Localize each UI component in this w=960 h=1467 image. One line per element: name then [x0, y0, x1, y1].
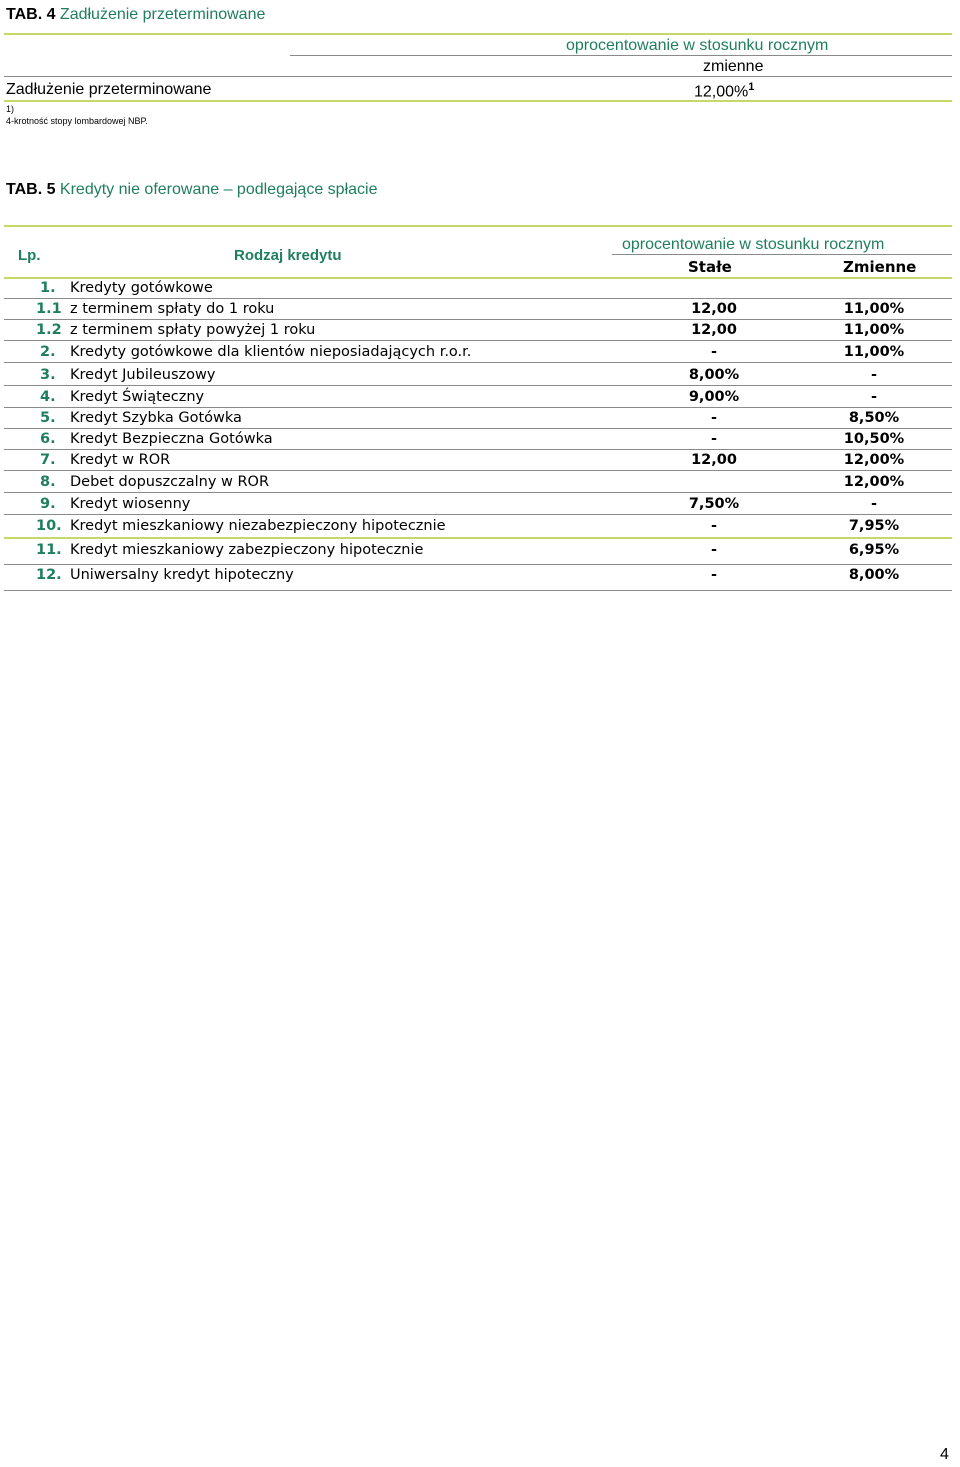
row-label: Kredyt w ROR	[70, 452, 171, 468]
row-zmienne: 11,00%	[843, 322, 905, 338]
tab5-header-rule	[612, 254, 952, 255]
tab5-col-oprocentowanie: oprocentowanie w stosunku rocznym	[622, 236, 885, 253]
row-zmienne: 12,00%	[843, 474, 905, 490]
table-row	[4, 516, 952, 539]
row-rule	[4, 537, 952, 539]
row-rule	[4, 514, 952, 515]
row-number: 6.	[40, 431, 56, 447]
row-label: Kredyt Szybka Gotówka	[70, 410, 242, 426]
page-number: 4	[940, 1446, 949, 1463]
row-stale: -	[710, 344, 718, 360]
row-zmienne: 10,50%	[843, 431, 905, 447]
row-stale: 9,00%	[688, 389, 740, 405]
tab4-row-value	[694, 81, 754, 101]
row-zmienne: 8,50%	[848, 410, 900, 426]
row-number: 1.	[40, 280, 56, 296]
row-zmienne: 12,00%	[843, 452, 905, 468]
row-number: 9.	[40, 496, 56, 512]
row-label: Kredyty gotówkowe	[70, 280, 213, 296]
row-label: Uniwersalny kredyt hipoteczny	[70, 567, 294, 583]
tab5-title	[6, 181, 377, 199]
row-stale: -	[710, 542, 718, 558]
tab4-row-value-text: 12,00%	[694, 83, 749, 101]
row-zmienne: -	[870, 367, 878, 383]
tab5-top-rule	[4, 225, 952, 227]
row-label: z terminem spłaty do 1 roku	[70, 301, 275, 317]
row-label: Kredyt Świąteczny	[70, 389, 205, 405]
row-label: z terminem spłaty powyżej 1 roku	[70, 322, 316, 338]
row-zmienne: -	[870, 389, 878, 405]
row-rule	[4, 362, 952, 363]
table-row	[4, 387, 952, 408]
tab4-subheader-rule	[4, 76, 952, 77]
row-rule	[4, 590, 952, 591]
tab4-header-rule	[290, 55, 952, 56]
row-number: 1.1	[36, 301, 62, 317]
tab5-col-zmienne: Zmienne	[843, 258, 917, 276]
row-zmienne: 8,00%	[848, 567, 900, 583]
tab4-title-prefix: TAB. 4	[6, 6, 56, 23]
row-zmienne: -	[870, 496, 878, 512]
row-zmienne: 6,95%	[848, 542, 900, 558]
row-label: Kredyt Bezpieczna Gotówka	[70, 431, 273, 447]
row-rule	[4, 470, 952, 471]
row-rule	[4, 340, 952, 341]
row-number: 8.	[40, 474, 56, 490]
tab5-col-stale: Stałe	[688, 258, 732, 276]
row-rule	[4, 385, 952, 386]
row-number: 1.2	[36, 322, 62, 338]
row-stale: -	[710, 431, 718, 447]
tab4-header-oprocentowanie: oprocentowanie w stosunku rocznym	[566, 37, 829, 54]
table-row	[4, 494, 952, 515]
tab4-subheader-zmienne: zmienne	[703, 58, 764, 75]
row-stale: 12,00	[691, 322, 737, 338]
table-row	[4, 540, 952, 565]
row-zmienne: 7,95%	[848, 518, 900, 534]
tab4-footnote-text: 4-krotność stopy lombardowej NBP.	[6, 116, 148, 126]
row-rule	[4, 492, 952, 493]
table-row	[4, 365, 952, 386]
row-number: 11.	[36, 542, 62, 558]
table-row	[4, 408, 952, 429]
tab4-top-rule	[4, 33, 952, 35]
row-stale: -	[710, 567, 718, 583]
tab4-title	[6, 6, 265, 24]
table-row	[4, 278, 952, 299]
table-row	[4, 429, 952, 450]
row-number: 2.	[40, 344, 56, 360]
tab4-footnote-mark: 1)	[6, 104, 15, 114]
row-label: Kredyty gotówkowe dla klientów nieposiadających r.o.r.	[70, 344, 472, 360]
row-stale: -	[710, 518, 718, 534]
row-label: Kredyt Jubileuszowy	[70, 367, 216, 383]
table-row	[4, 320, 952, 341]
row-label: Kredyt mieszkaniowy zabezpieczony hipotecznie	[70, 542, 424, 558]
row-label: Debet dopuszczalny w ROR	[70, 474, 270, 490]
row-stale: 12,00	[691, 301, 737, 317]
tab4-row-footnote-mark: 1	[748, 81, 755, 93]
table-row	[4, 342, 952, 363]
row-number: 12.	[36, 567, 62, 583]
row-number: 10.	[36, 518, 62, 534]
row-stale: -	[710, 410, 718, 426]
tab5-col-rodzaj: Rodzaj kredytu	[234, 247, 342, 264]
tab5-col-lp: Lp.	[18, 247, 41, 264]
table-row	[4, 450, 952, 471]
tab5-title-text: Kredyty nie oferowane – podlegające spłacie	[55, 181, 378, 198]
tab4-row-rule	[4, 100, 952, 102]
table-row	[4, 299, 952, 320]
row-number: 3.	[40, 367, 56, 383]
row-stale: 7,50%	[688, 496, 740, 512]
row-label: Kredyt wiosenny	[70, 496, 191, 512]
tab5-title-prefix: TAB. 5	[6, 181, 56, 198]
row-number: 5.	[40, 410, 56, 426]
row-zmienne: 11,00%	[843, 301, 905, 317]
tab4-title-text: Zadłużenie przeterminowane	[55, 6, 266, 23]
table-row	[4, 565, 952, 591]
row-label: Kredyt mieszkaniowy niezabezpieczony hipotecznie	[70, 518, 446, 534]
row-stale: 12,00	[691, 452, 737, 468]
row-stale: 8,00%	[688, 367, 740, 383]
row-zmienne: 11,00%	[843, 344, 905, 360]
table-row	[4, 472, 952, 493]
row-number: 4.	[40, 389, 56, 405]
tab4-row-label: Zadłużenie przeterminowane	[6, 81, 212, 98]
row-number: 7.	[40, 452, 56, 468]
